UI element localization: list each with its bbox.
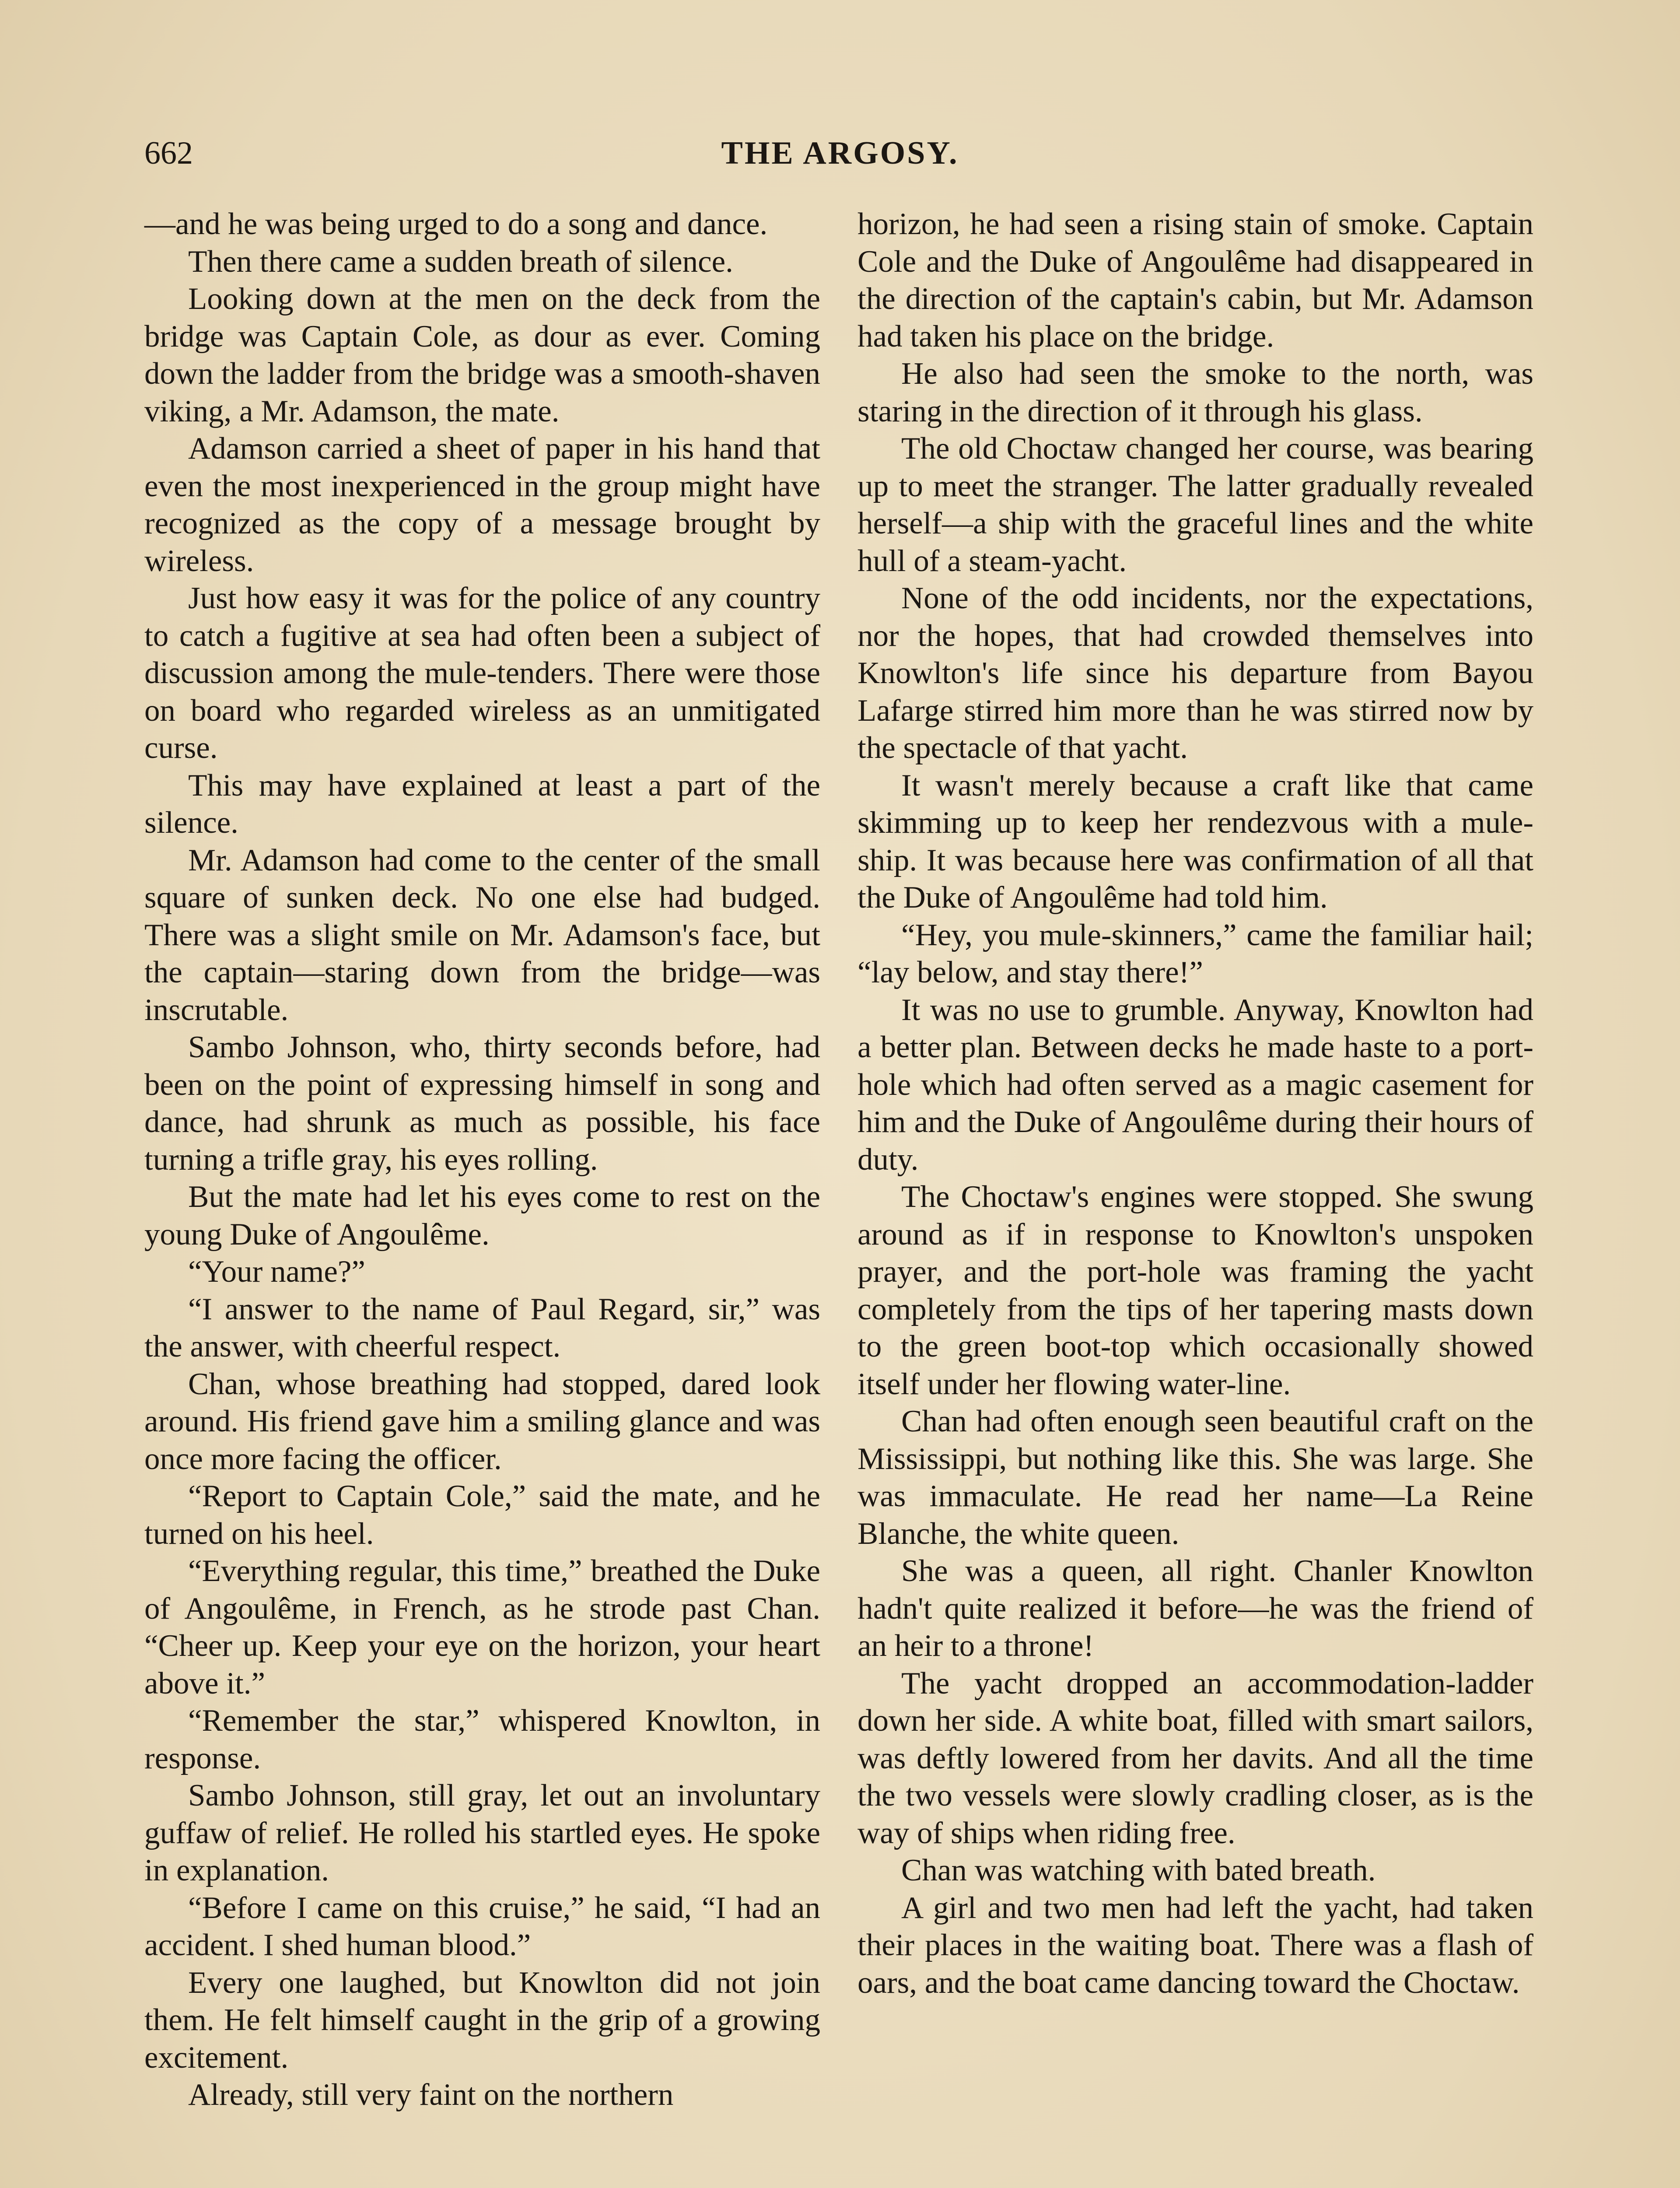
paragraph: Chan was watching with bated breath. <box>901 1853 1376 1887</box>
paragraph: horizon, he had seen a rising stain of smoke. Captain Cole and the Duke of Angoulême had disappeared in the direction of the captain's cabin, but Mr. Adamson had taken his place on the bridge. <box>858 207 1533 354</box>
paragraph: He also had seen the smoke to the north, was staring in the direction of it through his glass. <box>858 357 1533 428</box>
paragraph: This may have explained at least a part of the silence. <box>144 768 820 840</box>
paragraph: Just how easy it was for the police of any country to catch a fugitive at sea had often been a subject of discussion among the mule-tenders. There were those on board who regarded wireless as an unmitigated curse. <box>144 581 820 765</box>
paragraph: The yacht dropped an accommodation-ladder down her side. A white boat, filled with smart sailors, was deftly lowered from her davits. And all the time the two vessels were slowly cradling closer, as is the way of ships when riding free. <box>858 1666 1533 1850</box>
right-column <box>858 206 1533 2002</box>
paragraph: —and he was being urged to do a song and dance. <box>144 207 768 241</box>
running-title: THE ARGOSY. <box>721 135 959 171</box>
page-header <box>144 129 1536 177</box>
paragraph: The Choctaw's engines were stopped. She swung around as if in response to Knowlton's unspoken prayer, and the port-hole was framing the yacht completely from the tips of her tapering masts down to the green boot-top which occasionally showed itself under her flowing water-line. <box>858 1180 1533 1401</box>
paragraph: “Hey, you mule-skinners,” came the familiar hail; “lay below, and stay there!” <box>858 918 1533 989</box>
paragraph: Sambo Johnson, who, thirty seconds before, had been on the point of expressing himself in song and dance, had shrunk as much as possible, his face turning a trifle gray, his eyes rolling. <box>144 1030 820 1177</box>
paragraph: “Your name?” <box>188 1255 365 1289</box>
paragraph: “Everything regular, this time,” breathed the Duke of Angoulême, in French, as he strode past Chan. “Cheer up. Keep your eye on the horizon, your heart above it.” <box>144 1554 820 1701</box>
paragraph: Then there came a sudden breath of silence. <box>188 244 733 279</box>
paragraph: “Report to Captain Cole,” said the mate, and he turned on his heel. <box>144 1479 820 1551</box>
paragraph: The old Choctaw changed her course, was bearing up to meet the stranger. The latter gradually revealed herself—a ship with the graceful lines and the white hull of a steam-yacht. <box>858 431 1533 578</box>
paragraph: But the mate had let his eyes come to rest on the young Duke of Angoulême. <box>144 1180 820 1252</box>
paragraph: She was a queen, all right. Chanler Knowlton hadn't quite realized it before—he was the friend of an heir to a throne! <box>858 1554 1533 1663</box>
paragraph: Looking down at the men on the deck from the bridge was Captain Cole, as dour as ever. Coming down the ladder from the bridge was a smooth-shaven viking, a Mr. Adamson, the mate. <box>144 282 820 428</box>
paragraph: Adamson carried a sheet of paper in his hand that even the most inexperienced in the group might have recognized as the copy of a message brought by wireless. <box>144 431 820 578</box>
paragraph: Every one laughed, but Knowlton did not join them. He felt himself caught in the grip of a growing excitement. <box>144 1965 820 2075</box>
paragraph: Sambo Johnson, still gray, let out an involuntary guffaw of relief. He rolled his startled eyes. He spoke in explanation. <box>144 1778 820 1887</box>
paragraph: It was no use to grumble. Anyway, Knowlton had a better plan. Between decks he made haste to a port-hole which had often served as a magic casement for him and the Duke of Angoulême during their hours of duty. <box>858 992 1533 1177</box>
paragraph: “Before I came on this cruise,” he said, “I had an accident. I shed human blood.” <box>144 1890 820 1962</box>
paragraph: “Remember the star,” whispered Knowlton, in response. <box>144 1704 820 1775</box>
paragraph: Chan had often enough seen beautiful craft on the Mississippi, but nothing like this. She was large. She was immaculate. He read her name—La Reine Blanche, the white queen. <box>858 1404 1533 1551</box>
paragraph: “I answer to the name of Paul Regard, sir,” was the answer, with cheerful respect. <box>144 1292 820 1364</box>
paragraph: Already, still very faint on the northern <box>188 2078 674 2112</box>
paragraph: None of the odd incidents, nor the expectations, nor the hopes, that had crowded themselves into Knowlton's life since his departure from Bayou Lafarge stirred him more than he was stirred now by the spectacle of that yacht. <box>858 581 1533 765</box>
left-column <box>144 206 820 2114</box>
paragraph: A girl and two men had left the yacht, had taken their places in the waiting boat. There was a flash of oars, and the boat came dancing toward the Choctaw. <box>858 1890 1533 2000</box>
paragraph: Mr. Adamson had come to the center of the small square of sunken deck. No one else had budged. There was a slight smile on Mr. Adamson's face, but the captain—staring down from the bridge—was inscrutable. <box>144 843 820 1027</box>
page-number: 662 <box>144 135 193 171</box>
paragraph: It wasn't merely because a craft like that came skimming up to keep her rendezvous with a mule-ship. It was because here was confirmation of all that the Duke of Angoulême had told him. <box>858 768 1533 915</box>
paragraph: Chan, whose breathing had stopped, dared look around. His friend gave him a smiling glance and was once more facing the officer. <box>144 1367 820 1476</box>
